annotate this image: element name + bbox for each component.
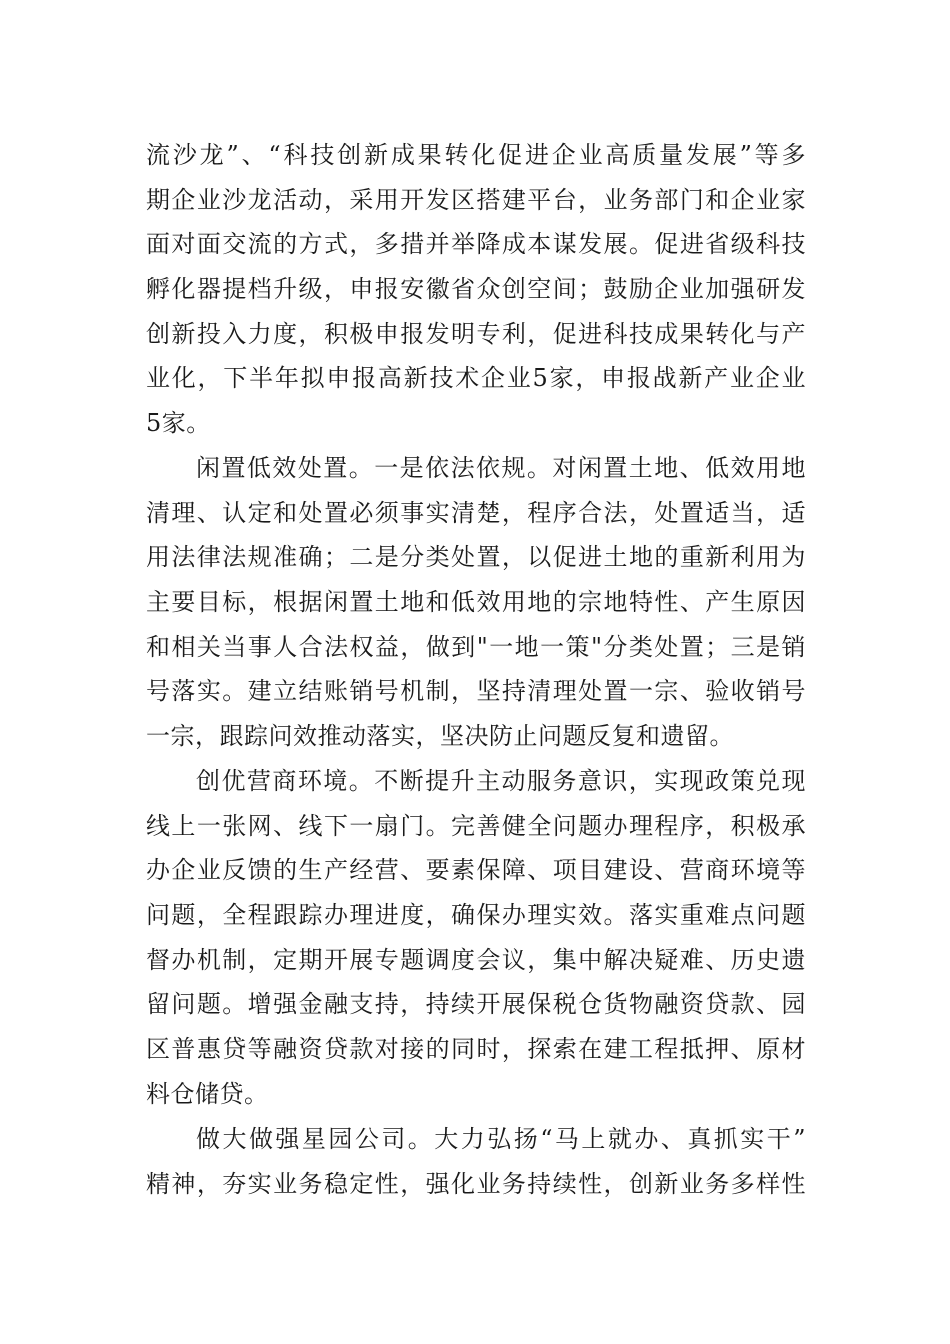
- paragraph-4: [146, 1117, 806, 1206]
- paragraph-line: 闲置低效处置。一是依法依规。对闲置土地、低效用地: [196, 454, 806, 482]
- paragraph-line: 做大做强星园公司。大力弘扬“马上就办、真抓实干”: [196, 1125, 806, 1153]
- paragraph-line: 业化，下半年拟申报高新技术企业5家，申报战新产业企业: [146, 364, 806, 393]
- paragraph-line: 面对面交流的方式，多措并举降成本谋发展。促进省级科技: [146, 230, 806, 259]
- paragraph-line: 清理、认定和处置必须事实清楚，程序合法，处置适当，适: [146, 498, 806, 527]
- paragraph-line: 精神，夯实业务稳定性，强化业务持续性，创新业务多样性: [146, 1169, 806, 1198]
- paragraph-line: 一宗，跟踪问效推动落实，坚决防止问题反复和遗留。: [146, 722, 734, 751]
- paragraph-2: [146, 446, 806, 759]
- paragraph-1: [146, 133, 806, 446]
- paragraph-line: 主要目标，根据闲置土地和低效用地的宗地特性、产生原因: [146, 588, 806, 617]
- paragraph-line: 料仓储贷。: [146, 1079, 269, 1108]
- paragraph-line: 号落实。建立结账销号机制，坚持清理处置一宗、验收销号: [146, 677, 806, 706]
- paragraph-3: [146, 759, 806, 1117]
- paragraph-line: 区普惠贷等融资贷款对接的同时，探索在建工程抵押、原材: [146, 1035, 806, 1064]
- paragraph-line: 创新投入力度，积极申报发明专利，促进科技成果转化与产: [146, 319, 806, 348]
- paragraph-line: 办企业反馈的生产经营、要素保障、项目建设、营商环境等: [146, 856, 806, 885]
- paragraph-line: 督办机制，定期开展专题调度会议，集中解决疑难、历史遗: [146, 945, 806, 974]
- paragraph-line: 孵化器提档升级，申报安徽省众创空间；鼓励企业加强研发: [146, 275, 806, 304]
- paragraph-line: 5家。: [146, 409, 211, 438]
- paragraph-line: 和相关当事人合法权益，做到"一地一策"分类处置；三是销: [146, 632, 806, 661]
- paragraph-line: 留问题。增强金融支持，持续开展保税仓货物融资贷款、园: [146, 990, 806, 1019]
- paragraph-line: 线上一张网、线下一扇门。完善健全问题办理程序，积极承: [146, 811, 806, 840]
- paragraph-line: 问题，全程跟踪办理进度，确保办理实效。落实重难点问题: [146, 901, 806, 930]
- paragraph-line: 流沙龙”、“科技创新成果转化促进企业高质量发展”等多: [146, 141, 806, 169]
- paragraph-line: 用法律法规准确；二是分类处置，以促进土地的重新利用为: [146, 543, 806, 572]
- paragraph-line: 创优营商环境。不断提升主动服务意识，实现政策兑现: [196, 767, 806, 795]
- paragraph-line: 期企业沙龙活动，采用开发区搭建平台，业务部门和企业家: [146, 185, 806, 214]
